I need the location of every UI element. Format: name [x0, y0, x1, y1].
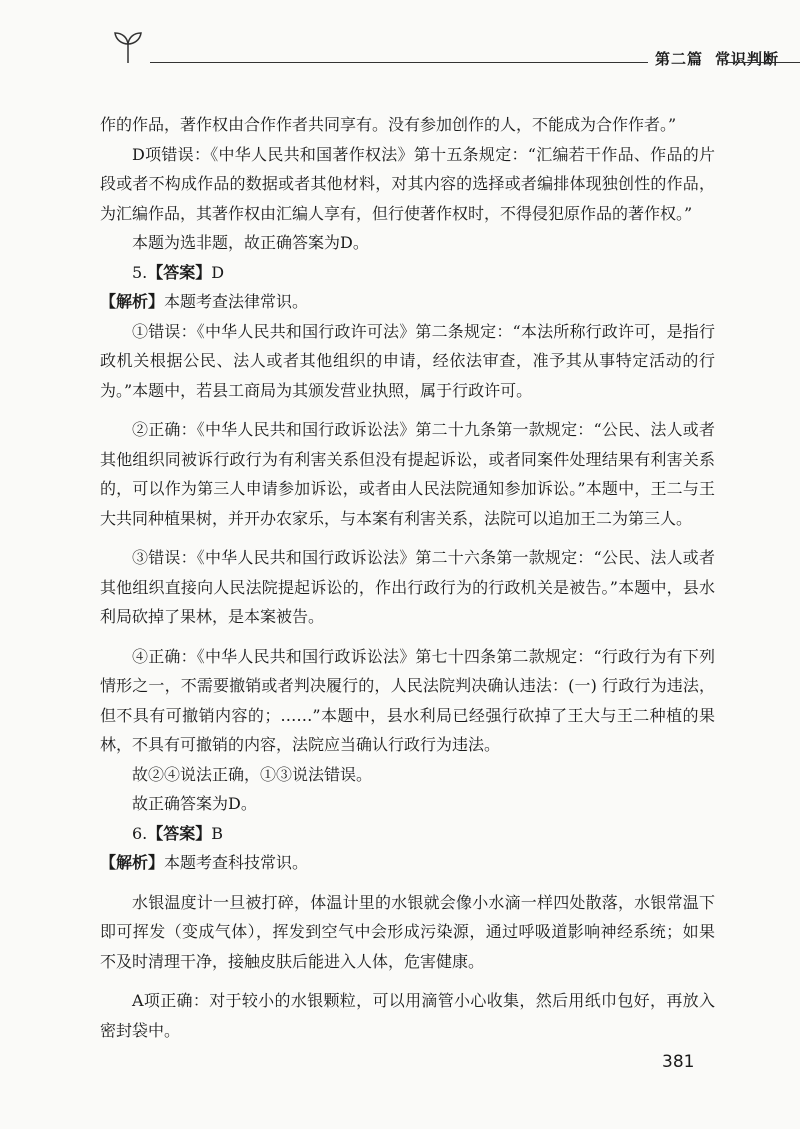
paragraph: ③错误：《中华人民共和国行政诉讼法》第二十六条第一款规定：“公民、法人或者其他组织直接向人民法院提起诉讼的，作出行政行为的行政机关是被告。”本题中，县水利局砍掉了果林，是本案被告。: [100, 548, 715, 626]
answer-value: D: [211, 262, 225, 282]
paragraph: 水银温度计一旦被打碎，体温计里的水银就会像小水滴一样四处散落，水银常温下即可挥发（变成气体），挥发到空气中会形成污染源，通过呼吸道影响神经系统；如果不及时清理干净，接触皮肤后能进入人体，危害健康。: [100, 892, 715, 971]
sprout-icon: [112, 30, 144, 64]
paragraph: D项错误：《中华人民共和国著作权法》第十五条规定：“汇编若干作品、作品的片段或者不构成作品的数据或者其他材料，对其内容的选择或者编排体现独创性的作品，为汇编作品，其著作权由汇编人享有，但行使著作权时，不得侵犯原作品的著作权。”: [100, 144, 715, 223]
answer-tag: 【答案】: [147, 823, 212, 843]
question-6-answer: [100, 819, 715, 849]
paragraph: A项正确：对于较小的水银颗粒，可以用滴管小心收集，然后用纸巾包好，再放入密封袋中。: [100, 991, 715, 1040]
paragraph: ②正确：《中华人民共和国行政诉讼法》第二十九条第一款规定：“公民、法人或者其他组织同被诉行政行为有利害关系但没有提起诉讼，或者同案件处理结果有利害关系的，可以作为第三人申请参加诉讼，或者由人民法院通知参加诉讼。”本题中，王二与王大共同种植果树，并开办农家乐，与本案有利害关系，法院可以追加王二为第三人。: [100, 420, 715, 528]
paragraph: 故正确答案为D。: [132, 794, 257, 813]
section-title: [655, 48, 779, 69]
paragraph: 故②④说法正确，①③说法错误。: [132, 764, 373, 784]
part-label: 第二篇: [655, 50, 704, 68]
part-title: 常识判断: [715, 50, 780, 68]
header-rule-right: [727, 62, 800, 63]
question-number: 5.: [132, 262, 148, 282]
analysis-tag: 【解析】: [100, 292, 165, 311]
question-5-answer: [100, 258, 715, 288]
body-text: [100, 110, 715, 1045]
paragraph: 作的作品，著作权由合作作者共同享有。没有参加创作的人，不能成为合作作者。”: [100, 115, 677, 134]
answer-tag: 【答案】: [147, 262, 212, 282]
question-6-analysis: [100, 848, 715, 878]
answer-value: B: [211, 823, 224, 843]
analysis-text: 本题考查法律常识。: [164, 292, 309, 311]
analysis-tag: 【解析】: [100, 853, 165, 872]
paragraph: 本题为选非题，故正确答案为D。: [132, 233, 369, 252]
question-5-analysis: [100, 287, 715, 317]
paragraph: ①错误：《中华人民共和国行政许可法》第二条规定：“本法所称行政许可，是指行政机关根据公民、法人或者其他组织的申请，经依法审查，准予其从事特定活动的行为。”本题中，若县工商局为其颁发营业执照，属于行政许可。: [100, 321, 715, 400]
page-header: [112, 28, 800, 78]
paragraph: ④正确：《中华人民共和国行政诉讼法》第七十四条第二款规定：“行政行为有下列情形之一，不需要撤销或者判决履行的，人民法院判决确认违法：(一) 行政行为违法，但不具有可撤销内容的；……”本题中，县水利局已经强行砍掉了王大与王二种植的果林，不具有可撤销的内容，法院应当确认行政行为违法。: [100, 646, 715, 754]
page-number: 381: [662, 1052, 695, 1072]
analysis-text: 本题考查科技常识。: [164, 853, 309, 872]
header-rule-left: [150, 62, 648, 63]
question-number: 6.: [132, 823, 148, 843]
